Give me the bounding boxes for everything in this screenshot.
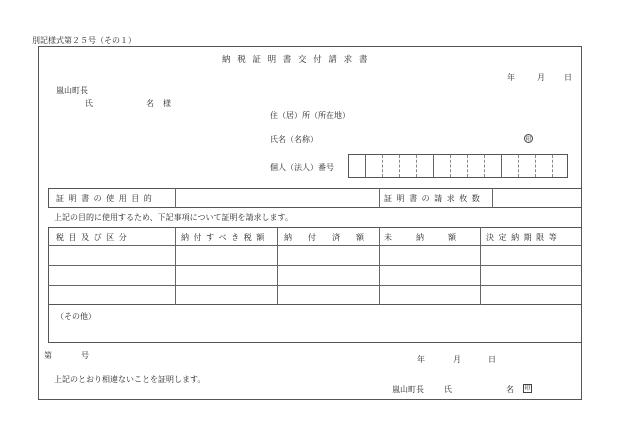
form-title: 納 税 証 明 書 交 付 請 求 書	[222, 55, 370, 65]
official-seal-icon: 印	[524, 385, 531, 392]
issuer-name-label-2: 名	[506, 385, 514, 394]
number-cell-divider	[484, 155, 485, 177]
purpose-label: 証 明 書 の 使 用 目 的	[56, 194, 153, 203]
table-header-unpaid: 未 納 額	[384, 233, 456, 242]
purpose-field[interactable]	[176, 189, 378, 207]
table-row-rule	[48, 285, 582, 286]
table-column-rule	[480, 227, 481, 305]
table-header-tax-item: 税 目 及 び 区 分	[56, 233, 128, 242]
request-date-month: 月	[537, 73, 545, 82]
table-header-due-date: 決 定 納 期 限 等	[486, 233, 558, 242]
number-group-divider	[501, 154, 502, 178]
table-cell[interactable]	[278, 246, 378, 264]
number-cell-divider	[552, 155, 553, 177]
table-cell[interactable]	[176, 246, 276, 264]
form-number: 別記様式第２５号（その１）	[32, 36, 136, 45]
table-row-rule	[48, 265, 582, 266]
issue-date-day: 日	[488, 355, 496, 364]
addressee-office: 嵐山町長	[56, 86, 88, 95]
table-column-rule	[175, 227, 176, 305]
certify-statement: 上記のとおり相違ないことを証明します。	[54, 375, 206, 384]
number-cell-divider	[450, 155, 451, 177]
seal-icon: 印	[525, 136, 532, 143]
issue-date-month: 月	[453, 355, 461, 364]
addressee-name-label-1: 氏	[85, 99, 93, 108]
number-cell-divider	[416, 155, 417, 177]
issuer-name-label-1: 氏	[444, 385, 452, 394]
table-cell[interactable]	[49, 246, 174, 264]
number-cell-divider	[467, 155, 468, 177]
address-label: 住（居）所（所在地）	[270, 111, 350, 120]
certificate-number-prefix: 第	[44, 351, 52, 360]
addressee-honorific: 様	[163, 99, 171, 108]
other-label: （その他）	[56, 312, 96, 321]
applicant-name-label: 氏名（名称）	[270, 135, 318, 144]
number-group-divider	[433, 154, 434, 178]
other-section[interactable]	[48, 305, 582, 343]
number-cell-divider	[399, 155, 400, 177]
issue-date-year: 年	[417, 355, 425, 364]
number-cell-divider	[535, 155, 536, 177]
table-cell[interactable]	[481, 246, 581, 264]
individual-number-label: 個人（法人）番号	[270, 163, 334, 172]
addressee-name-label-2: 名	[146, 99, 154, 108]
request-date-day: 日	[564, 73, 572, 82]
request-statement: 上記の目的に使用するため、下記事項について証明を請求します。	[54, 213, 293, 222]
copy-count-label: 証 明 書 の 請 求 枚 数	[384, 194, 481, 203]
table-header-amount-due: 納 付 す べ き 税 額	[181, 233, 266, 242]
number-cell-divider	[518, 155, 519, 177]
number-cell-divider	[382, 155, 383, 177]
table-cell[interactable]	[380, 246, 479, 264]
table-column-rule	[277, 227, 278, 305]
request-form	[38, 46, 582, 400]
issuer-office: 嵐山町長	[392, 385, 424, 394]
table-column-rule	[379, 227, 380, 305]
purpose-divider	[379, 188, 380, 208]
certificate-number-suffix: 号	[81, 351, 89, 360]
number-divider	[365, 154, 366, 178]
request-date-year: 年	[507, 73, 515, 82]
table-header-amount-paid: 納 付 済 額	[284, 233, 364, 242]
copy-count-field[interactable]	[493, 189, 581, 207]
